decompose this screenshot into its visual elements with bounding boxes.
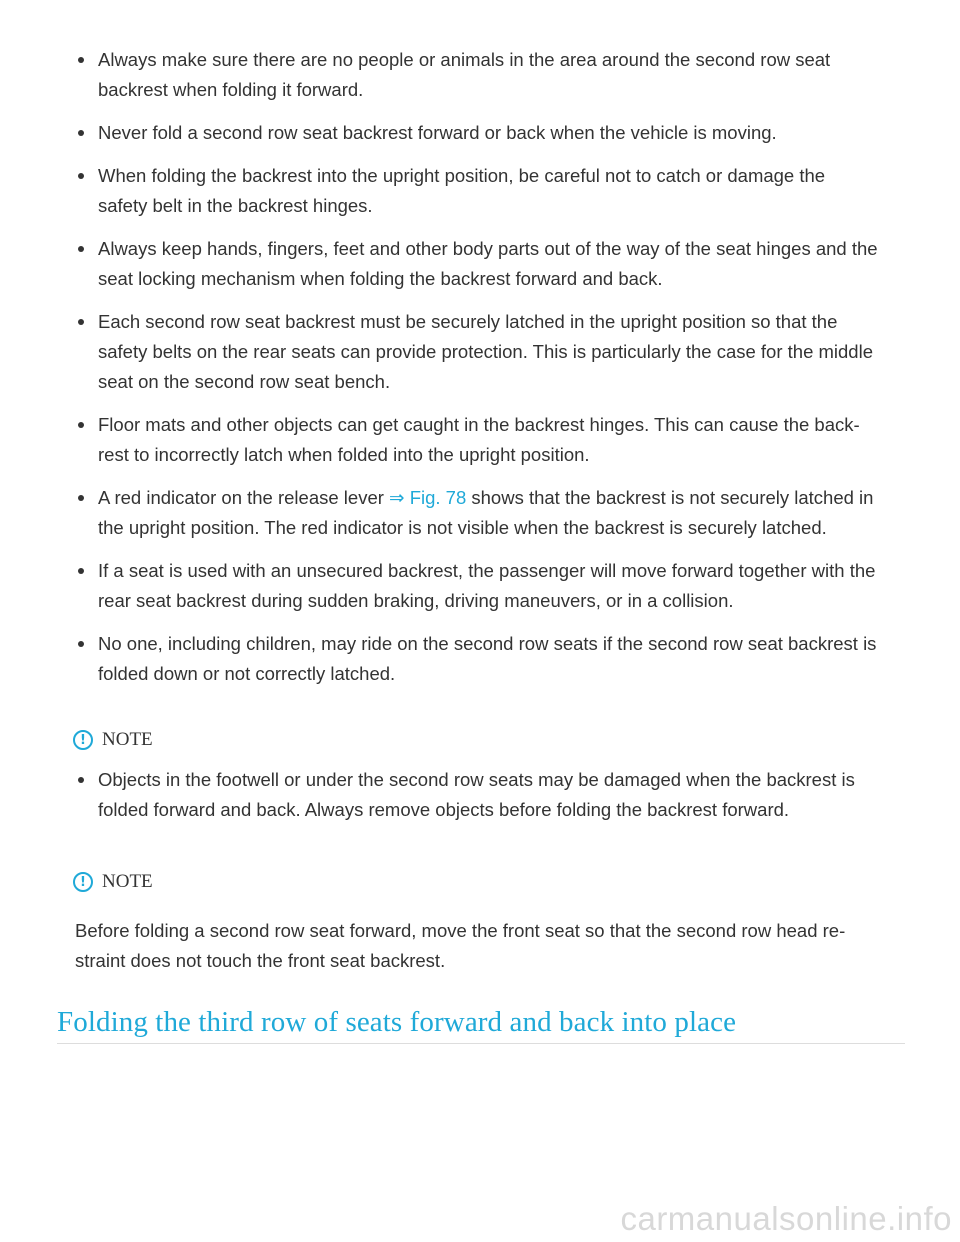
- bullet-dot: [78, 173, 84, 179]
- bullet-dot: [78, 422, 84, 428]
- warning-text: Never fold a second row seat backrest forward or back when the vehicle is moving.: [98, 122, 777, 143]
- warning-item: [98, 307, 878, 397]
- warning-item: [98, 410, 878, 470]
- note-heading: [73, 728, 153, 752]
- warning-item: [98, 234, 878, 294]
- bullet-dot: [78, 246, 84, 252]
- exclamation-circle-icon: !: [73, 730, 93, 750]
- watermark: carmanualsonline.info: [620, 1200, 952, 1237]
- note-label: NOTE: [102, 729, 153, 750]
- warning-text: If a seat is used with an unsecured backrest, the passenger will move forward together with the rear seat backrest during sudden braking, driving maneuvers, or in a collision.: [98, 560, 876, 611]
- warning-item: [98, 118, 878, 148]
- warning-text-before: A red indicator on the release lever: [98, 487, 390, 508]
- note-item-text: Objects in the footwell or under the second row seats may be damaged when the backrest is folded forward and back. Always remove objects before folding the backrest forward.: [98, 769, 855, 820]
- note-paragraph: Before folding a second row seat forward, move the front seat so that the second row head restraint does not touch the front seat backrest.: [75, 920, 846, 971]
- bullet-dot: [78, 319, 84, 325]
- warning-item: [98, 161, 878, 221]
- bullet-dot: [78, 495, 84, 501]
- warning-text: When folding the backrest into the upright position, be careful not to catch or damage the safety belt in the backrest hinges.: [98, 165, 826, 216]
- note-item: [98, 765, 878, 825]
- warning-text: No one, including children, may ride on the second row seats if the second row seat backrest is folded down or not correctly latched.: [98, 633, 877, 684]
- section-title: Folding the third row of seats forward and back into place: [57, 1006, 737, 1038]
- warning-list: [0, 45, 960, 702]
- warning-text: Always keep hands, fingers, feet and other body parts out of the way of the seat hinges and the seat locking mechanism when folding the backrest forward and back.: [98, 238, 878, 289]
- bullet-dot: [78, 57, 84, 63]
- bullet-dot: [78, 641, 84, 647]
- section-divider: [57, 1043, 905, 1044]
- note-heading: [73, 870, 153, 894]
- warning-text: Each second row seat backrest must be securely latched in the upright position so that the safety belts on the rear seats can provide protection. This is particularly the case for the middle seat on the second row seat bench.: [98, 311, 873, 392]
- warning-text: Always make sure there are no people or animals in the area around the second row seat backrest when folding it forward.: [98, 49, 831, 100]
- exclamation-circle-icon: !: [73, 872, 93, 892]
- bullet-dot: [78, 130, 84, 136]
- warning-text: Floor mats and other objects can get caught in the backrest hinges. This can cause the backrest to incorrectly latch when folded into the upright position.: [98, 414, 860, 465]
- warning-text-after: shows that the backrest is not securely latched in the upright position. The red indicator is not visible when the backrest is securely latched.: [98, 487, 874, 538]
- note-list: [0, 765, 960, 838]
- warning-item: [98, 483, 878, 543]
- warning-item: [98, 629, 878, 689]
- bullet-dot: [78, 568, 84, 574]
- bullet-dot: [78, 777, 84, 783]
- warning-item: [98, 45, 878, 105]
- figure-link[interactable]: ⇒ Fig. 78: [389, 487, 467, 508]
- warning-item: [98, 556, 878, 616]
- note-label: NOTE: [102, 871, 153, 892]
